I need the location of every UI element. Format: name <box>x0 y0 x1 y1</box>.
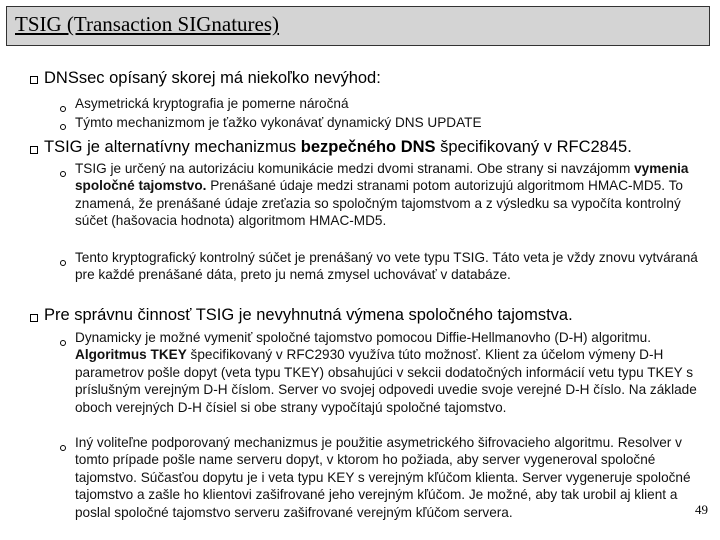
page-number: 49 <box>695 502 708 517</box>
circle-bullet-icon <box>60 124 66 130</box>
point-2-text-pre: TSIG je alternatívny mechanizmus <box>44 138 301 156</box>
square-bullet-icon <box>30 314 38 322</box>
point-2-text <box>44 137 632 157</box>
circle-bullet-icon <box>60 106 66 112</box>
circle-bullet-icon <box>60 171 66 177</box>
point-2-text-post: špecifikovaný v RFC2845. <box>435 138 632 156</box>
square-bullet-icon <box>30 146 38 154</box>
point-1-text: DNSsec opísaný skorej má niekoľko nevýhod: <box>44 69 381 87</box>
point-1-sub-2: Týmto mechanizmom je ťažko vykonávať dynamický DNS UPDATE <box>75 115 482 130</box>
point-3-sub-1 <box>75 329 700 416</box>
point-2-text-bold: bezpečného DNS <box>300 138 436 156</box>
point-3-sub-1-pre: Dynamicky je možné vymeniť spoločné tajomstvo pomocou Diffie-Hellmanovho (D-H) algoritmu. <box>75 330 651 345</box>
point-2-sub-1-post: Prenášané údaje medzi stranami potom autorizujú algoritmom HMAC-MD5. To znamená, že prenášané údaje zreťazia so spoločným tajomstvom a z výsledku sa vypočíta kontrolný súčet (hašovacia hodnota) algoritmom HMAC-MD5. <box>75 178 683 229</box>
circle-bullet-icon <box>60 260 66 266</box>
point-3-sub-1-bold: Algoritmus TKEY <box>75 347 187 363</box>
circle-bullet-icon <box>60 340 66 346</box>
point-1-sub-1: Asymetrická kryptografia je pomerne náročná <box>75 96 349 111</box>
point-2-sub-1 <box>75 160 700 230</box>
point-3-sub-2: Iný voliteľne podporovaný mechanizmus je použitie asymetrického šifrovacieho algoritmu. Resolver v tomto prípade pošle name serveru dopyt, v ktorom ho požiada, aby server vygeneroval spoločné tajomstvo. Súčasťou dopytu je i veta typu KEY s verejným kľúčom klienta. Server vygeneruje spoločné tajomstvo a zašle ho klientovi zašifrované jeho verejným kľúčom. Je možné, aby tak urobil aj klient a poslal spoločné tajomstvo serveru zašifrované verejným kľúčom servera. <box>75 435 691 520</box>
circle-bullet-icon <box>60 445 66 451</box>
point-2-sub-2: Tento kryptografický kontrolný súčet je prenášaný vo vete typu TSIG. Táto veta je vždy znovu vytváraná pre každé prenášané dáta, preto ju nemá zmysel uchovávať v databáze. <box>75 250 698 283</box>
point-2-sub-1-bold: vymenia spoločné tajomstvo. <box>75 161 689 194</box>
point-3-sub-1-post: špecifikovaný v RFC2930 využíva túto možnosť. Klient za účelom výmeny D-H parametrov pošle dopyt (veta typu TKEY) obsahujúci v sekcii dodatočných informácií vetu typu TKEY s príslušným verejným D-H číslom. Server vo svojej odpovedi uvedie svoje verejné D-H číslo. Na základe oboch verejných D-H čísiel si obe strany vypočítajú spoločné tajomstvo. <box>75 347 697 415</box>
square-bullet-icon <box>30 76 38 84</box>
point-2-sub-1-pre: TSIG je určený na autorizáciu komunikácie medzi dvomi stranami. Obe strany si navzájomm <box>75 161 635 176</box>
point-3-text: Pre správnu činnosť TSIG je nevyhnutná výmena spoločného tajomstva. <box>44 306 573 324</box>
slide-title: TSIG (Transaction SIGnatures) <box>15 12 280 36</box>
